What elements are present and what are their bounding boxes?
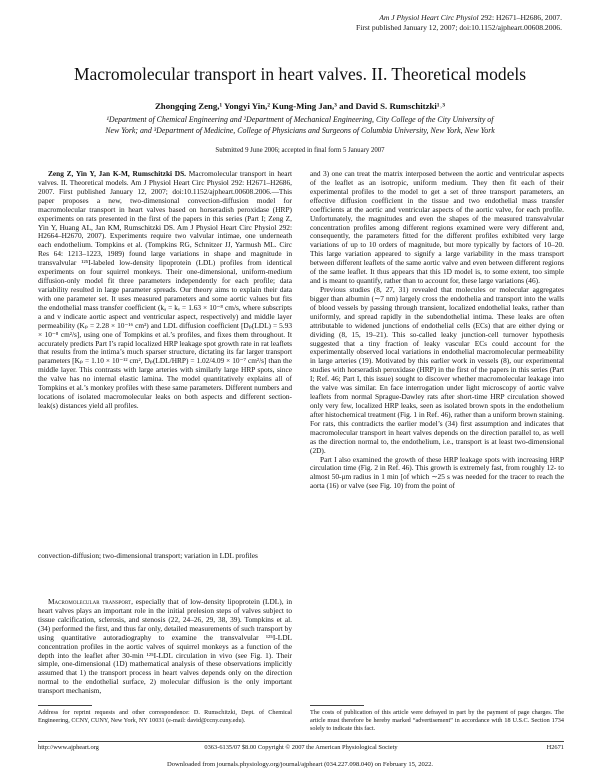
intro-lead: Macromolecular transport, — [48, 597, 133, 606]
running-header — [356, 13, 562, 33]
footnote-page-charges: The costs of publication of this article were defrayed in part by the payment of page charges. The article must therefore be hereby marked “advertisement” in accordance with 18 U.S.C. Section 1734 solely to indicate this fact. — [310, 709, 564, 732]
abstract — [38, 170, 292, 411]
journal-url[interactable]: http://www.ajpheart.org — [38, 744, 99, 751]
introduction — [38, 598, 292, 696]
author-list: Zhongqing Zeng,¹ Yongyi Yin,² Kung-Ming Jan,³ and David S. Rumschitzki¹˒³ — [154, 101, 446, 111]
affiliation-line: ¹Department of Chemical Engineering and ²Department of Mechanical Engineering, City College of the City University of — [106, 115, 494, 124]
footnote-rule-left — [38, 705, 92, 706]
journal-citation: 292: H2671–H2686, 2007. — [478, 13, 562, 22]
affiliation-line: New York; and ³Department of Medicine, College of Physicians and Surgeons of Columbia University, New York, New York — [105, 125, 495, 135]
page-number: H2671 — [546, 744, 564, 751]
submission-dates: Submitted 9 June 2006; accepted in final form 5 January 2007 — [215, 147, 385, 154]
affiliations — [60, 115, 540, 136]
paragraph: Previous studies (8, 27, 31) revealed that molecules or molecular aggregates bigger than albumin (∼7 nm) largely cross the endothelia and transport into the walls of blood vessels by passing through transient, localized endothelial leaks, rather than uniformly, and spread rapidly in the subendothelial intima. These leaks are often attributable to widened junctions of endothelial cells (ECs) that are either dying or dividing (8, 15, 19–21). This so-called leaky junction-cell turnover hypothesis suggested that a tiny fraction of leaky vascular ECs could account for the experimentally observed local variations in endothelial macromolecular permeability in large arteries (19). Motivated by this earlier work in vessels (8), our experimental studies with horseradish peroxidase (HRP) in the first of the papers in this series (Part I; Ref. 46; Part I, this issue) sought to discover whether macromolecular leakage into the valve was similar. En face interrogation under light microscopy of aortic valve leaflets from normal Sprague-Dawley rats after short-time HRP circulation showed only very few, localized HRP leaks, seen as isolated brown spots in the endothelium after histochemical treatment (Fig. 1 in Ref. 46), rather than a uniform brown staining. For rats, this contradicts the earlier model’s (34) first assumption and indicates that macromolecular transport in heart valves depends on the direction parallel to, as well as the direction normal to, the endothelium, i.e., transport is at least two-dimensional (2D). — [310, 284, 564, 455]
download-notice: Downloaded from journals.physiology.org/journal/ajpheart (034.227.098.040) on February 15, 2022. — [166, 761, 434, 768]
footnote-rule-right — [310, 705, 364, 706]
paragraph: and 3) one can treat the matrix interposed between the aortic and ventricular aspects of the leaflet as an isotropic, uniform medium. They then fit each of their experimental profiles to the model to get a set of three transport parameters, an effective diffusion coefficient in the tissue and two endothelial mass transfer coefficients at the aortic and ventricular aspects of the aortic valve, for each profile. Unfortunately, the magnitudes and even the shapes of the measured transvalvular concentration profiles among different regions examined were very different and, consequently, the parameters fitted for the different profiles exhibited very large variations of up to 10 orders of magnitude, but more typically by factors of 10–20. This large variation appeared to signify a large variability in the mass transport between different leaflets of the same aortic valve and even between different regions of the same leaflet. It thus appears that this 1D model is, to some extent, too simple and is meant to quantify, rather than to account for, these large variations (46). — [310, 169, 564, 286]
right-column-text — [310, 170, 564, 491]
footnote-correspondence: Address for reprint requests and other correspondence: D. Rumschitzki, Dept. of Chemical Engineering, CCNY, CUNY, New York, NY 10031 (e-mail: david@ccny.cuny.edu). — [38, 709, 292, 724]
copyright: 0363-6135/07 $8.00 Copyright © 2007 the American Physiological Society — [204, 744, 398, 751]
abstract-citation-authors: Zeng Z, Yin Y, Jan K-M, Rumschitzki DS. — [48, 169, 187, 178]
bottom-rule — [38, 741, 564, 742]
paper-title: Macromolecular transport in heart valves. II. Theoretical models — [73, 64, 527, 84]
journal-name: Am J Physiol Heart Circ Physiol — [379, 13, 479, 22]
paragraph: Part I also examined the growth of these HRP leakage spots with increasing HRP circulation time (Fig. 2 in Ref. 46). This growth is extremely fast, from roughly 12- to almost 50-μm radius in 1 min [of which ∼25 s was needed for the tracer to reach the aorta (16) or valve (see Fig. 10) from the point of — [310, 454, 564, 491]
keywords: convection-diffusion; two-dimensional transport; variation in LDL profiles — [38, 551, 258, 560]
abstract-text: Macromolecular transport in heart valves. II. Theoretical models. Am J Physiol Heart Circ Physiol 292: H2671–H2686, 2007. First published January 12, 2007; doi:10.1152/ajpheart.00608.2006.—This paper proposes a new, two-dimensional convection-diffusion model for macromolecular transport in heart valves based on horseradish peroxidase (HRP) experiments on rats presented in the first of the papers in this series (Part I; Zeng Z, Yin Y, Huang AL, Jan KM, Rumschitzki DS. Am J Physiol Heart Circ Physiol 292: H2664–H2670, 2007). Experiments require two valvular intimae, one underneath each endothelium. Tompkins et al. (Tompkins RG, Schnitzer JJ, Yarmush ML. Circ Res 64: 1213–1223, 1989) found large variations in shape and magnitude in transvalvular ¹²⁵I-labeled low-density lipoprotein (LDL) profiles from identical experiments on four squirrel monkeys. Their one-dimensional, uniform-medium diffusion-only model fit three parameters independently for each profile; data variability resulted in large parameter spreads. Our theory aims to explain their data with one parameter set. It uses measured parameters and some aortic values but fits the endothelial mass transfer coefficient (kₐ = kᵥ = 1.63 × 10⁻⁸ cm/s, where subscripts a and v indicate aortic aspect and ventricular aspect, respectively) and middle layer permeability (Kₚ = 2.28 × 10⁻¹⁶ cm²) and LDL diffusion coefficient [Dₚ(LDL) = 5.93 × 10⁻⁸ cm²/s], using one of Tompkins et al.’s profiles, and fixes them throughout. It accurately predicts Part I’s rapid localized HRP leakage spot growth rate in rat leaflets that results from the intima’s much sparser structure, dictating its far larger transport parameters [Kₚ = 1.10 × 10⁻¹² cm², Dₚ(LDL/HRP) = 1.02/4.09 × 10⁻⁷ cm²/s] than the middle layer. This contrasts with large arteries with similarly large HRP spots, since the valve has no internal elastic lamina. The model quantitatively explains all of Tompkins et al.’s monkey profiles with these same parameters. Different numbers and locations of isolated macromolecular leaks on both aspects and different section-leak(s) distances yield all profiles. — [38, 169, 293, 410]
intro-text: especially that of low-density lipoprotein (LDL), in heart valves plays an important role in the initial prelesion steps of valves subject to tissue calcification, sclerosis, and stenosis (22, 24–26, 29, 38, 39). Tompkins et al. (34) performed the first, and thus far only, detailed measurements of such transport by using quantitative autoradiography to examine the transvalvular ¹²⁵I-LDL concentration profiles in the aortic valves of squirrel monkeys as a function of the depth into the leaflet after 30-min ¹²⁵I-LDL circulation in vivo (see Fig. 1). Their simple, one-dimensional (1D) mathematical analysis of these observations implicitly assumed that 1) the transport process in heart valves depends only on the direction normal to the endothelial surface, 2) molecular diffusion is the only important transport mechanism, — [38, 597, 292, 696]
first-published: First published January 12, 2007; doi:10.1152/ajpheart.00608.2006. — [356, 23, 562, 32]
